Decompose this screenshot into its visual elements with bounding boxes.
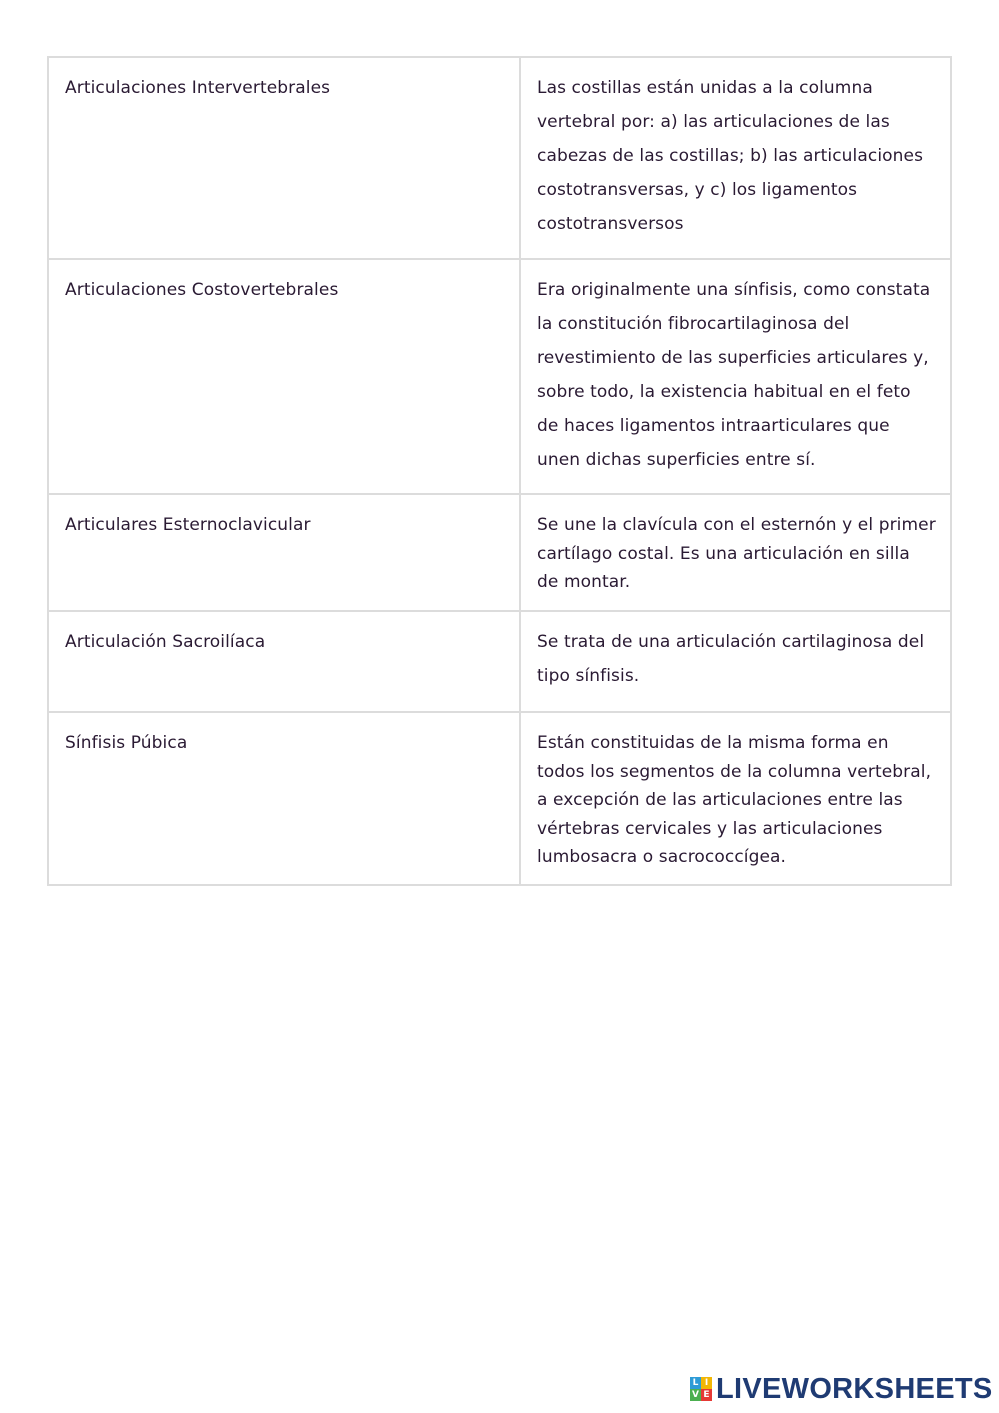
brand-name: LIVEWORKSHEETS (716, 1372, 993, 1405)
description-cell: Se une la clavícula con el esternón y el primer cartílago costal. Es una articulación en silla de montar. (520, 494, 951, 611)
term-cell: Articulaciones Intervertebrales (48, 57, 520, 259)
term-cell: Articulaciones Costovertebrales (48, 259, 520, 494)
liveworksheets-logo-icon (690, 1377, 712, 1401)
table-row (48, 259, 951, 494)
logo-letter: V (690, 1389, 701, 1401)
description-cell: Era originalmente una sínfisis, como constata la constitución fibrocartilaginosa del revestimiento de las superficies articulares y, sobre todo, la existencia habitual en el feto de haces ligamentos intraarticulares que unen dichas superficies entre sí. (520, 259, 951, 494)
description-cell: Se trata de una articulación cartilaginosa del tipo sínfisis. (520, 611, 951, 712)
liveworksheets-brand[interactable] (690, 1374, 993, 1404)
logo-letter: E (701, 1389, 712, 1401)
matching-table (47, 56, 952, 886)
term-cell: Articulación Sacroilíaca (48, 611, 520, 712)
table-row (48, 57, 951, 259)
table-row (48, 712, 951, 885)
description-cell: Las costillas están unidas a la columna vertebral por: a) las articulaciones de las cabezas de las costillas; b) las articulaciones costotransversas, y c) los ligamentos costotransversos (520, 57, 951, 259)
table-row (48, 494, 951, 611)
description-cell: Están constituidas de la misma forma en todos los segmentos de la columna vertebral, a excepción de las articulaciones entre las vértebras cervicales y las articulaciones lumbosacra o sacrococcígea. (520, 712, 951, 885)
table-row (48, 611, 951, 712)
term-cell: Articulares Esternoclavicular (48, 494, 520, 611)
logo-letter: L (690, 1377, 701, 1389)
logo-letter: I (701, 1377, 712, 1389)
term-cell: Sínfisis Púbica (48, 712, 520, 885)
